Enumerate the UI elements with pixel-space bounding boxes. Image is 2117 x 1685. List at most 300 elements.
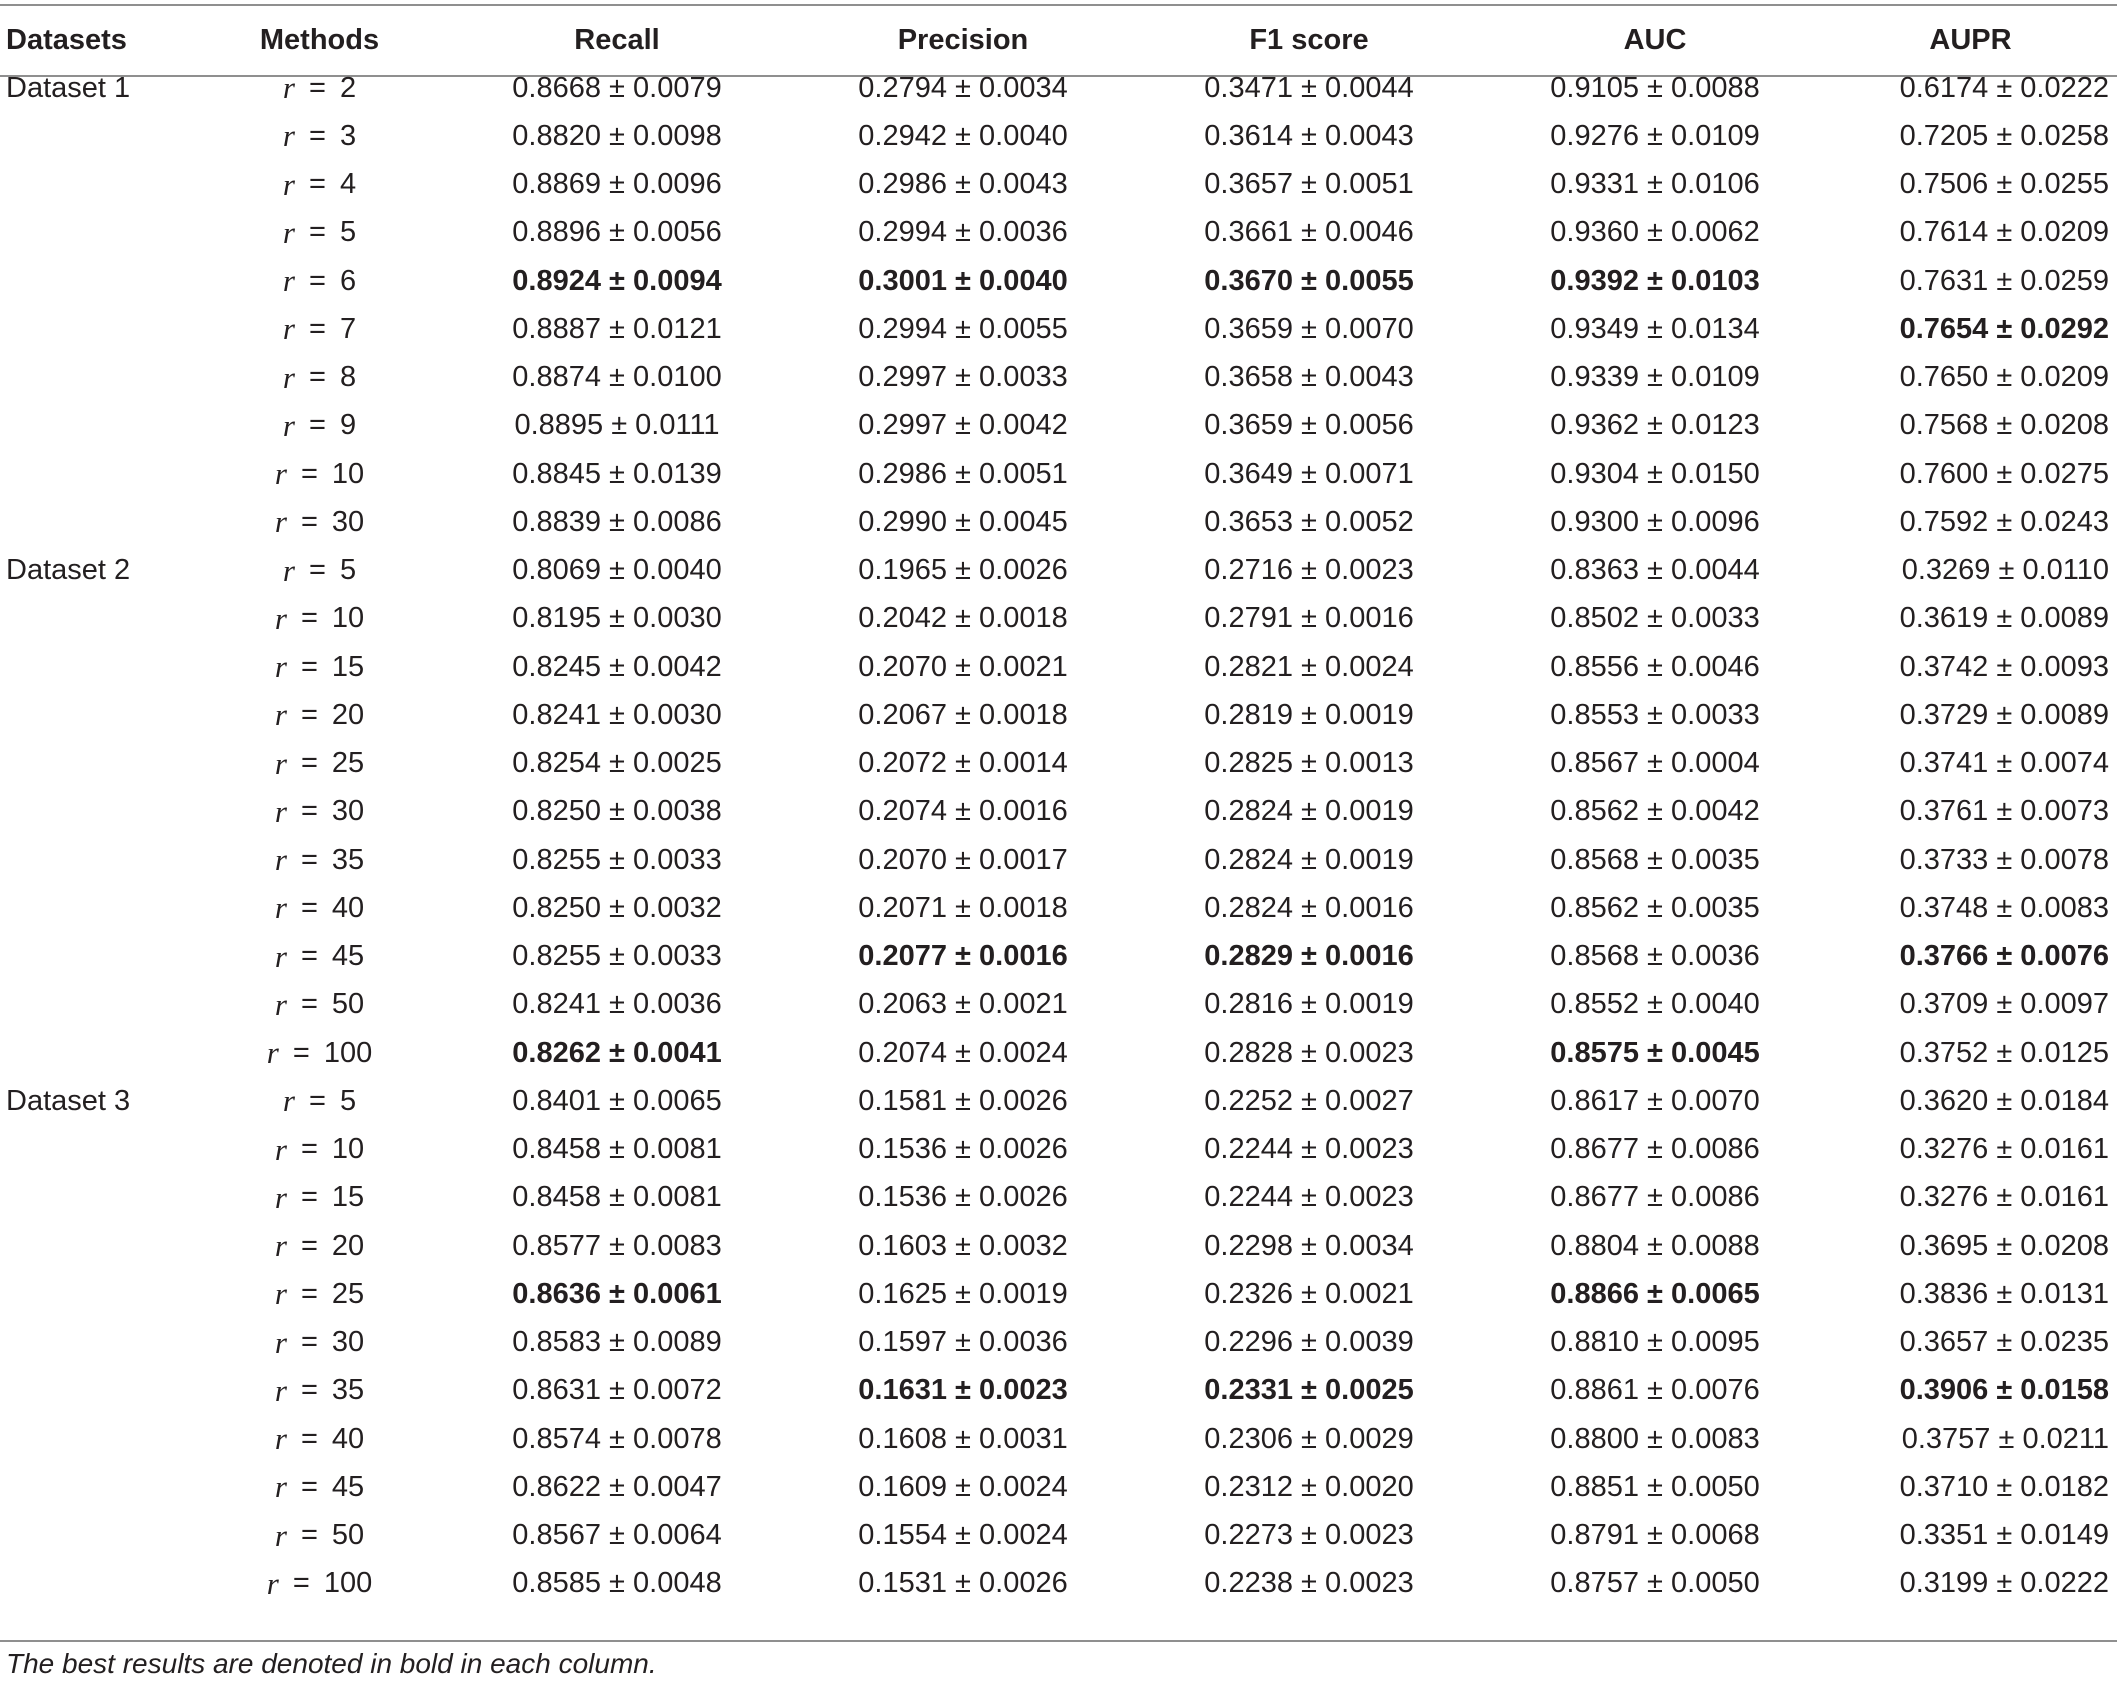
cell-f1-score: 0.2829 ± 0.0016 xyxy=(1204,940,1414,973)
table-row xyxy=(0,788,2117,836)
method-r-value: 45 xyxy=(331,940,365,973)
table-bottom-rule xyxy=(0,1640,2117,1642)
method-r-symbol: r xyxy=(266,1565,279,1601)
cell-method xyxy=(232,1222,407,1270)
cell-f1-score: 0.2312 ± 0.0020 xyxy=(1204,1470,1414,1503)
cell-aupr: 0.7614 ± 0.0209 xyxy=(1899,216,2109,249)
table-row xyxy=(0,836,2117,884)
cell-aupr: 0.3620 ± 0.0184 xyxy=(1899,1084,2109,1117)
cell-method xyxy=(232,305,407,353)
method-r-symbol: r xyxy=(274,1228,287,1264)
cell-f1-score: 0.2244 ± 0.0023 xyxy=(1204,1181,1414,1214)
method-equals-sign: = xyxy=(300,940,318,973)
method-equals-sign: = xyxy=(292,1036,310,1069)
cell-f1-score: 0.3471 ± 0.0044 xyxy=(1204,71,1414,104)
table-row xyxy=(0,1463,2117,1511)
method-equals-sign: = xyxy=(309,119,326,152)
cell-precision: 0.2997 ± 0.0033 xyxy=(858,361,1068,394)
cell-auc: 0.9105 ± 0.0088 xyxy=(1550,71,1760,104)
cell-f1-score: 0.3659 ± 0.0056 xyxy=(1204,409,1414,442)
cell-auc: 0.8866 ± 0.0065 xyxy=(1550,1277,1760,1310)
table-row xyxy=(0,402,2117,450)
table-row xyxy=(0,354,2117,402)
cell-auc: 0.8851 ± 0.0050 xyxy=(1550,1470,1760,1503)
cell-auc: 0.8562 ± 0.0042 xyxy=(1550,795,1760,828)
cell-f1-score: 0.2824 ± 0.0016 xyxy=(1204,891,1414,924)
table-row xyxy=(0,1367,2117,1415)
method-equals-sign: = xyxy=(300,1422,318,1455)
cell-auc: 0.9392 ± 0.0103 xyxy=(1550,264,1760,297)
cell-recall: 0.8574 ± 0.0078 xyxy=(512,1422,722,1455)
method-r-value: 30 xyxy=(331,505,365,538)
cell-aupr: 0.3657 ± 0.0235 xyxy=(1899,1326,2109,1359)
cell-auc: 0.8791 ± 0.0068 xyxy=(1550,1519,1760,1552)
cell-precision: 0.2077 ± 0.0016 xyxy=(858,940,1068,973)
table-row xyxy=(0,643,2117,691)
cell-method xyxy=(232,498,407,546)
cell-precision: 0.1625 ± 0.0019 xyxy=(858,1277,1068,1310)
method-equals-sign: = xyxy=(300,1374,318,1407)
method-r-symbol: r xyxy=(282,552,295,588)
table-row xyxy=(0,257,2117,305)
cell-aupr: 0.3199 ± 0.0222 xyxy=(1899,1567,2109,1600)
method-equals-sign: = xyxy=(300,891,318,924)
cell-recall: 0.8668 ± 0.0079 xyxy=(512,71,722,104)
cell-method xyxy=(232,1463,407,1511)
method-equals-sign: = xyxy=(309,1084,326,1117)
header-recall: Recall xyxy=(574,23,660,56)
cell-aupr: 0.3276 ± 0.0161 xyxy=(1899,1133,2109,1166)
cell-method xyxy=(232,884,407,932)
cell-recall: 0.8577 ± 0.0083 xyxy=(512,1229,722,1262)
header-precision: Precision xyxy=(897,23,1029,56)
table-row xyxy=(0,1126,2117,1174)
cell-recall: 0.8250 ± 0.0032 xyxy=(512,891,722,924)
cell-recall: 0.8195 ± 0.0030 xyxy=(512,602,722,635)
method-r-value: 3 xyxy=(339,119,357,152)
table-row xyxy=(0,209,2117,257)
table-row xyxy=(0,1319,2117,1367)
cell-aupr: 0.3741 ± 0.0074 xyxy=(1899,747,2109,780)
cell-f1-score: 0.3649 ± 0.0071 xyxy=(1204,457,1414,490)
cell-aupr: 0.3733 ± 0.0078 xyxy=(1899,843,2109,876)
cell-recall: 0.8241 ± 0.0036 xyxy=(512,988,722,1021)
cell-precision: 0.1597 ± 0.0036 xyxy=(858,1326,1068,1359)
cell-recall: 0.8869 ± 0.0096 xyxy=(512,168,722,201)
cell-recall: 0.8255 ± 0.0033 xyxy=(512,940,722,973)
cell-aupr: 0.3761 ± 0.0073 xyxy=(1899,795,2109,828)
method-r-symbol: r xyxy=(274,1421,287,1457)
method-r-value: 50 xyxy=(331,988,365,1021)
cell-method xyxy=(232,354,407,402)
cell-aupr: 0.3906 ± 0.0158 xyxy=(1899,1374,2109,1407)
cell-auc: 0.9304 ± 0.0150 xyxy=(1550,457,1760,490)
cell-f1-score: 0.2828 ± 0.0023 xyxy=(1204,1036,1414,1069)
cell-aupr: 0.7631 ± 0.0259 xyxy=(1899,264,2109,297)
header-datasets: Datasets xyxy=(6,23,127,56)
method-r-value: 20 xyxy=(331,1229,365,1262)
method-r-symbol: r xyxy=(274,600,287,636)
cell-recall: 0.8069 ± 0.0040 xyxy=(512,554,722,587)
method-r-value: 9 xyxy=(339,409,357,442)
method-equals-sign: = xyxy=(292,1567,310,1600)
cell-method xyxy=(232,788,407,836)
cell-aupr: 0.3276 ± 0.0161 xyxy=(1899,1181,2109,1214)
cell-method xyxy=(232,112,407,160)
cell-precision: 0.2990 ± 0.0045 xyxy=(858,505,1068,538)
cell-aupr: 0.3695 ± 0.0208 xyxy=(1899,1229,2109,1262)
cell-f1-score: 0.2816 ± 0.0019 xyxy=(1204,988,1414,1021)
cell-aupr: 0.3766 ± 0.0076 xyxy=(1899,940,2109,973)
table-row xyxy=(0,1512,2117,1560)
method-r-value: 25 xyxy=(331,1277,365,1310)
method-r-symbol: r xyxy=(282,1083,295,1119)
table-row xyxy=(0,981,2117,1029)
cell-recall: 0.8585 ± 0.0048 xyxy=(512,1567,722,1600)
method-equals-sign: = xyxy=(300,747,318,780)
cell-precision: 0.1581 ± 0.0026 xyxy=(858,1084,1068,1117)
cell-auc: 0.9360 ± 0.0062 xyxy=(1550,216,1760,249)
cell-method xyxy=(232,1029,407,1077)
cell-method xyxy=(232,981,407,1029)
cell-recall: 0.8241 ± 0.0030 xyxy=(512,698,722,731)
cell-method xyxy=(232,1367,407,1415)
method-equals-sign: = xyxy=(300,1181,318,1214)
cell-recall: 0.8631 ± 0.0072 xyxy=(512,1374,722,1407)
method-equals-sign: = xyxy=(309,361,326,394)
cell-f1-score: 0.2296 ± 0.0039 xyxy=(1204,1326,1414,1359)
cell-recall: 0.8262 ± 0.0041 xyxy=(512,1036,722,1069)
cell-precision: 0.1603 ± 0.0032 xyxy=(858,1229,1068,1262)
header-auc: AUC xyxy=(1623,23,1687,56)
cell-method xyxy=(232,1270,407,1318)
table-row xyxy=(0,112,2117,160)
method-r-symbol: r xyxy=(274,890,287,926)
cell-precision: 0.2074 ± 0.0024 xyxy=(858,1036,1068,1069)
method-r-symbol: r xyxy=(266,1035,279,1071)
cell-method xyxy=(232,1560,407,1608)
method-r-value: 30 xyxy=(331,1326,365,1359)
cell-precision: 0.1609 ± 0.0024 xyxy=(858,1470,1068,1503)
cell-method xyxy=(232,691,407,739)
cell-recall: 0.8845 ± 0.0139 xyxy=(512,457,722,490)
method-r-value: 40 xyxy=(331,891,365,924)
cell-precision: 0.2070 ± 0.0017 xyxy=(858,843,1068,876)
cell-f1-score: 0.3653 ± 0.0052 xyxy=(1204,505,1414,538)
method-r-value: 5 xyxy=(339,554,357,587)
cell-f1-score: 0.2252 ± 0.0027 xyxy=(1204,1084,1414,1117)
cell-precision: 0.2071 ± 0.0018 xyxy=(858,891,1068,924)
cell-auc: 0.8568 ± 0.0035 xyxy=(1550,843,1760,876)
cell-method xyxy=(232,595,407,643)
method-equals-sign: = xyxy=(300,1470,318,1503)
method-r-value: 10 xyxy=(331,602,365,635)
cell-auc: 0.8804 ± 0.0088 xyxy=(1550,1229,1760,1262)
cell-f1-score: 0.2298 ± 0.0034 xyxy=(1204,1229,1414,1262)
table-row xyxy=(0,450,2117,498)
method-r-symbol: r xyxy=(282,118,295,154)
header-f1-score: F1 score xyxy=(1249,23,1369,56)
method-r-value: 50 xyxy=(331,1519,365,1552)
method-equals-sign: = xyxy=(300,1133,318,1166)
cell-auc: 0.9300 ± 0.0096 xyxy=(1550,505,1760,538)
method-equals-sign: = xyxy=(309,168,326,201)
cell-aupr: 0.7654 ± 0.0292 xyxy=(1899,312,2109,345)
table-row xyxy=(0,884,2117,932)
method-r-symbol: r xyxy=(282,359,295,395)
method-equals-sign: = xyxy=(300,1519,318,1552)
cell-f1-score: 0.2824 ± 0.0019 xyxy=(1204,795,1414,828)
method-r-value: 4 xyxy=(339,168,357,201)
cell-auc: 0.8677 ± 0.0086 xyxy=(1550,1181,1760,1214)
header-aupr: AUPR xyxy=(1929,23,2012,56)
cell-aupr: 0.7205 ± 0.0258 xyxy=(1899,119,2109,152)
cell-precision: 0.2070 ± 0.0021 xyxy=(858,650,1068,683)
cell-method xyxy=(232,1415,407,1463)
method-equals-sign: = xyxy=(300,602,318,635)
table-footnote: The best results are denoted in bold in each column. xyxy=(6,1648,657,1679)
table-row xyxy=(0,64,2117,112)
method-r-value: 35 xyxy=(331,843,365,876)
cell-f1-score: 0.2824 ± 0.0019 xyxy=(1204,843,1414,876)
cell-precision: 0.3001 ± 0.0040 xyxy=(858,264,1068,297)
cell-auc: 0.9339 ± 0.0109 xyxy=(1550,361,1760,394)
method-r-symbol: r xyxy=(274,1372,287,1408)
cell-precision: 0.2994 ± 0.0036 xyxy=(858,216,1068,249)
cell-f1-score: 0.3661 ± 0.0046 xyxy=(1204,216,1414,249)
method-equals-sign: = xyxy=(309,312,326,345)
cell-recall: 0.8887 ± 0.0121 xyxy=(512,312,722,345)
table-row xyxy=(0,691,2117,739)
cell-method xyxy=(232,209,407,257)
cell-recall: 0.8401 ± 0.0065 xyxy=(512,1084,722,1117)
method-equals-sign: = xyxy=(309,216,326,249)
method-r-symbol: r xyxy=(274,504,287,540)
method-r-symbol: r xyxy=(282,311,295,347)
cell-auc: 0.8861 ± 0.0076 xyxy=(1550,1374,1760,1407)
cell-aupr: 0.3836 ± 0.0131 xyxy=(1899,1277,2109,1310)
cell-f1-score: 0.2825 ± 0.0013 xyxy=(1204,747,1414,780)
cell-method xyxy=(232,64,407,112)
cell-aupr: 0.7600 ± 0.0275 xyxy=(1899,457,2109,490)
cell-auc: 0.8502 ± 0.0033 xyxy=(1550,602,1760,635)
method-r-value: 2 xyxy=(339,71,357,104)
cell-recall: 0.8458 ± 0.0081 xyxy=(512,1133,722,1166)
cell-f1-score: 0.2326 ± 0.0021 xyxy=(1204,1277,1414,1310)
cell-f1-score: 0.2273 ± 0.0023 xyxy=(1204,1519,1414,1552)
method-r-symbol: r xyxy=(274,1469,287,1505)
cell-f1-score: 0.2331 ± 0.0025 xyxy=(1204,1374,1414,1407)
cell-f1-score: 0.2238 ± 0.0023 xyxy=(1204,1567,1414,1600)
cell-auc: 0.8568 ± 0.0036 xyxy=(1550,940,1760,973)
cell-f1-score: 0.3658 ± 0.0043 xyxy=(1204,361,1414,394)
method-r-value: 25 xyxy=(331,747,365,780)
method-equals-sign: = xyxy=(309,71,326,104)
cell-f1-score: 0.3657 ± 0.0051 xyxy=(1204,168,1414,201)
table-row xyxy=(0,1270,2117,1318)
cell-precision: 0.2942 ± 0.0040 xyxy=(858,119,1068,152)
cell-aupr: 0.3709 ± 0.0097 xyxy=(1899,988,2109,1021)
method-equals-sign: = xyxy=(309,264,326,297)
header-methods: Methods xyxy=(259,23,380,56)
method-r-value: 7 xyxy=(339,312,357,345)
cell-precision: 0.1965 ± 0.0026 xyxy=(858,554,1068,587)
cell-method xyxy=(232,1319,407,1367)
cell-f1-score: 0.3659 ± 0.0070 xyxy=(1204,312,1414,345)
table-row xyxy=(0,933,2117,981)
method-r-symbol: r xyxy=(274,1324,287,1360)
cell-precision: 0.2986 ± 0.0043 xyxy=(858,168,1068,201)
cell-method xyxy=(232,257,407,305)
method-equals-sign: = xyxy=(309,554,326,587)
cell-precision: 0.1631 ± 0.0023 xyxy=(858,1374,1068,1407)
method-r-symbol: r xyxy=(274,1517,287,1553)
cell-recall: 0.8896 ± 0.0056 xyxy=(512,216,722,249)
cell-auc: 0.9349 ± 0.0134 xyxy=(1550,312,1760,345)
method-r-value: 100 xyxy=(323,1567,373,1600)
method-r-value: 15 xyxy=(331,650,365,683)
cell-auc: 0.9276 ± 0.0109 xyxy=(1550,119,1760,152)
method-equals-sign: = xyxy=(300,1277,318,1310)
method-r-symbol: r xyxy=(274,649,287,685)
method-r-symbol: r xyxy=(274,1276,287,1312)
table-row xyxy=(0,1077,2117,1125)
method-r-symbol: r xyxy=(274,1131,287,1167)
method-r-symbol: r xyxy=(274,842,287,878)
method-r-symbol: r xyxy=(282,70,295,106)
cell-recall: 0.8636 ± 0.0061 xyxy=(512,1277,722,1310)
cell-precision: 0.1554 ± 0.0024 xyxy=(858,1519,1068,1552)
cell-method xyxy=(232,450,407,498)
cell-auc: 0.8552 ± 0.0040 xyxy=(1550,988,1760,1021)
cell-recall: 0.8458 ± 0.0081 xyxy=(512,1181,722,1214)
cell-precision: 0.1536 ± 0.0026 xyxy=(858,1133,1068,1166)
cell-recall: 0.8874 ± 0.0100 xyxy=(512,361,722,394)
method-r-value: 45 xyxy=(331,1470,365,1503)
cell-recall: 0.8245 ± 0.0042 xyxy=(512,650,722,683)
cell-precision: 0.2794 ± 0.0034 xyxy=(858,71,1068,104)
cell-method xyxy=(232,547,407,595)
cell-aupr: 0.3752 ± 0.0125 xyxy=(1899,1036,2109,1069)
cell-f1-score: 0.2716 ± 0.0023 xyxy=(1204,554,1414,587)
cell-aupr: 0.3619 ± 0.0089 xyxy=(1899,602,2109,635)
cell-f1-score: 0.2821 ± 0.0024 xyxy=(1204,650,1414,683)
cell-auc: 0.8617 ± 0.0070 xyxy=(1550,1084,1760,1117)
method-equals-sign: = xyxy=(300,505,318,538)
cell-recall: 0.8567 ± 0.0064 xyxy=(512,1519,722,1552)
cell-aupr: 0.7506 ± 0.0255 xyxy=(1899,168,2109,201)
cell-dataset: Dataset 3 xyxy=(6,1084,131,1117)
method-r-value: 40 xyxy=(331,1422,365,1455)
method-r-value: 20 xyxy=(331,698,365,731)
cell-method xyxy=(232,1126,407,1174)
cell-method xyxy=(232,1512,407,1560)
table-row xyxy=(0,1029,2117,1077)
method-equals-sign: = xyxy=(300,457,318,490)
cell-f1-score: 0.3614 ± 0.0043 xyxy=(1204,119,1414,152)
method-r-symbol: r xyxy=(282,407,295,443)
method-equals-sign: = xyxy=(300,988,318,1021)
method-r-symbol: r xyxy=(282,214,295,250)
cell-method xyxy=(232,933,407,981)
method-r-value: 100 xyxy=(323,1036,373,1069)
method-r-value: 5 xyxy=(339,1084,357,1117)
cell-precision: 0.2997 ± 0.0042 xyxy=(858,409,1068,442)
cell-aupr: 0.7568 ± 0.0208 xyxy=(1899,409,2109,442)
cell-aupr: 0.3351 ± 0.0149 xyxy=(1899,1519,2109,1552)
method-equals-sign: = xyxy=(309,409,326,442)
method-equals-sign: = xyxy=(300,795,318,828)
cell-recall: 0.8839 ± 0.0086 xyxy=(512,505,722,538)
cell-f1-score: 0.2819 ± 0.0019 xyxy=(1204,698,1414,731)
method-r-symbol: r xyxy=(274,697,287,733)
cell-recall: 0.8820 ± 0.0098 xyxy=(512,119,722,152)
method-equals-sign: = xyxy=(300,650,318,683)
cell-precision: 0.1536 ± 0.0026 xyxy=(858,1181,1068,1214)
cell-auc: 0.9331 ± 0.0106 xyxy=(1550,168,1760,201)
cell-auc: 0.8562 ± 0.0035 xyxy=(1550,891,1760,924)
method-r-symbol: r xyxy=(282,263,295,299)
cell-aupr: 0.7592 ± 0.0243 xyxy=(1899,505,2109,538)
cell-recall: 0.8255 ± 0.0033 xyxy=(512,843,722,876)
method-r-value: 8 xyxy=(339,361,357,394)
method-r-value: 10 xyxy=(331,1133,365,1166)
cell-recall: 0.8622 ± 0.0047 xyxy=(512,1470,722,1503)
method-equals-sign: = xyxy=(300,1229,318,1262)
method-r-symbol: r xyxy=(274,938,287,974)
cell-auc: 0.8810 ± 0.0095 xyxy=(1550,1326,1760,1359)
table-row xyxy=(0,595,2117,643)
table-row xyxy=(0,498,2117,546)
table-row xyxy=(0,305,2117,353)
cell-f1-score: 0.3670 ± 0.0055 xyxy=(1204,264,1414,297)
cell-method xyxy=(232,1174,407,1222)
cell-dataset: Dataset 2 xyxy=(6,554,131,587)
cell-aupr: 0.3742 ± 0.0093 xyxy=(1899,650,2109,683)
table-row xyxy=(0,547,2117,595)
cell-auc: 0.9362 ± 0.0123 xyxy=(1550,409,1760,442)
method-r-value: 30 xyxy=(331,795,365,828)
cell-auc: 0.8575 ± 0.0045 xyxy=(1550,1036,1760,1069)
table-row xyxy=(0,1222,2117,1270)
table-row xyxy=(0,161,2117,209)
method-r-value: 35 xyxy=(331,1374,365,1407)
cell-precision: 0.2063 ± 0.0021 xyxy=(858,988,1068,1021)
cell-aupr: 0.6174 ± 0.0222 xyxy=(1899,71,2109,104)
cell-precision: 0.1608 ± 0.0031 xyxy=(858,1422,1068,1455)
cell-method xyxy=(232,643,407,691)
cell-precision: 0.2074 ± 0.0016 xyxy=(858,795,1068,828)
cell-precision: 0.2994 ± 0.0055 xyxy=(858,312,1068,345)
method-r-symbol: r xyxy=(274,456,287,492)
cell-aupr: 0.3269 ± 0.0110 xyxy=(1901,554,2109,587)
cell-recall: 0.8924 ± 0.0094 xyxy=(512,264,722,297)
cell-method xyxy=(232,740,407,788)
table-row xyxy=(0,1560,2117,1608)
cell-f1-score: 0.2306 ± 0.0029 xyxy=(1204,1422,1414,1455)
cell-method xyxy=(232,1077,407,1125)
cell-f1-score: 0.2791 ± 0.0016 xyxy=(1204,602,1414,635)
method-r-value: 10 xyxy=(331,457,365,490)
cell-auc: 0.8553 ± 0.0033 xyxy=(1550,698,1760,731)
method-r-value: 5 xyxy=(339,216,357,249)
cell-recall: 0.8583 ± 0.0089 xyxy=(512,1326,722,1359)
cell-auc: 0.8677 ± 0.0086 xyxy=(1550,1133,1760,1166)
cell-aupr: 0.3757 ± 0.0211 xyxy=(1901,1422,2109,1455)
cell-aupr: 0.3748 ± 0.0083 xyxy=(1899,891,2109,924)
method-r-value: 15 xyxy=(331,1181,365,1214)
method-r-symbol: r xyxy=(274,793,287,829)
